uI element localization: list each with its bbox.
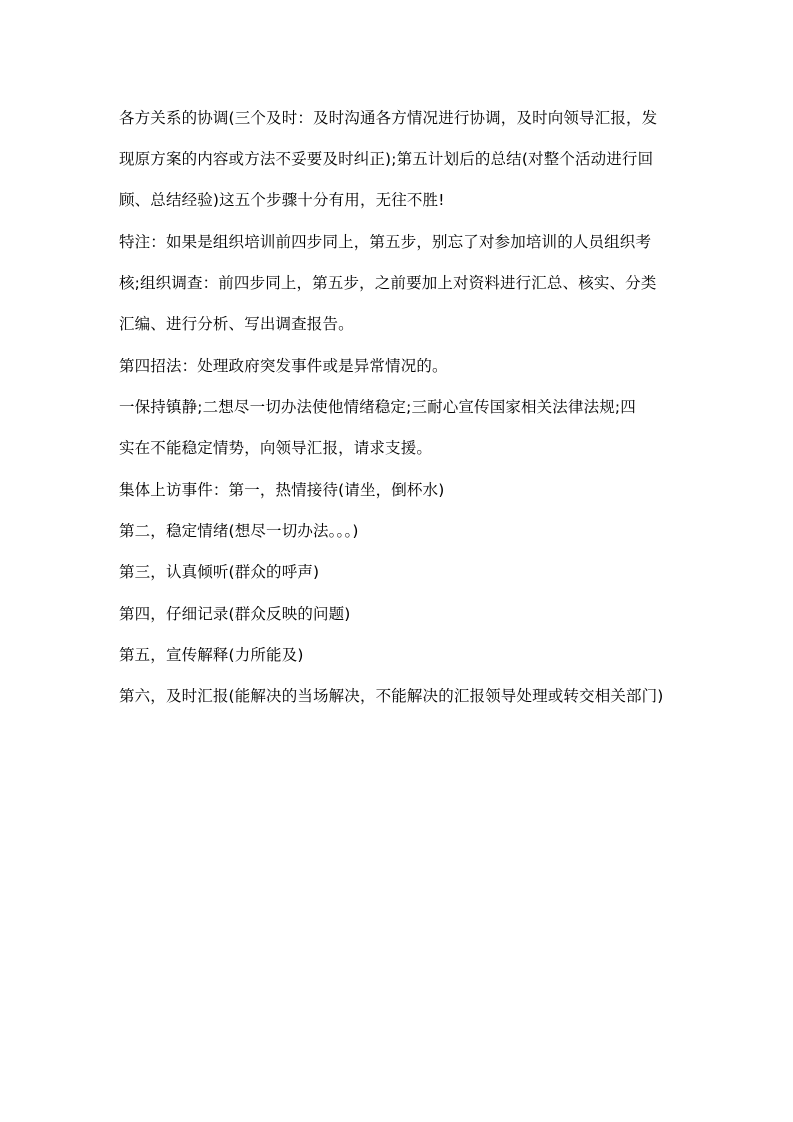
text-line: 一保持镇静;二想尽一切办法使他情绪稳定;三耐心宣传国家相关法律法规;四 [119,398,636,416]
text-line: 顾、总结经验)这五个步骤十分有用，无往不胜! [119,191,445,209]
text-line: 各方关系的协调(三个及时：及时沟通各方情况进行协调，及时向领导汇报，发 [119,109,658,127]
text-line: 实在不能稳定情势，向领导汇报，请求支援。 [119,439,433,457]
text-line: 第四，仔细记录(群众反映的问题) [119,605,351,623]
text-line: 第三，认真倾听(群众的呼声) [119,563,320,581]
text-line: 集体上访事件：第一，热情接待(请坐，倒杯水) [119,481,445,499]
text-line: 第五，宣传解释(力所能及) [119,646,304,664]
text-line: 第六，及时汇报(能解决的当场解决，不能解决的汇报领导处理或转交相关部门) [119,687,664,705]
text-line: 核;组织调查：前四步同上，第五步，之前要加上对资料进行汇总、核实、分类 [119,274,657,292]
text-line: 现原方案的内容或方法不妥要及时纠正);第五计划后的总结(对整个活动进行回 [119,150,654,168]
text-line: 第四招法：处理政府突发事件或是异常情况的。 [119,357,448,375]
text-line: 第二，稳定情绪(想尽一切办法。。。) [119,522,359,540]
text-line: 特注：如果是组织培训前四步同上，第五步，别忘了对参加培训的人员组织考 [119,233,652,251]
text-line: 汇编、进行分析、写出调查报告。 [119,315,354,333]
